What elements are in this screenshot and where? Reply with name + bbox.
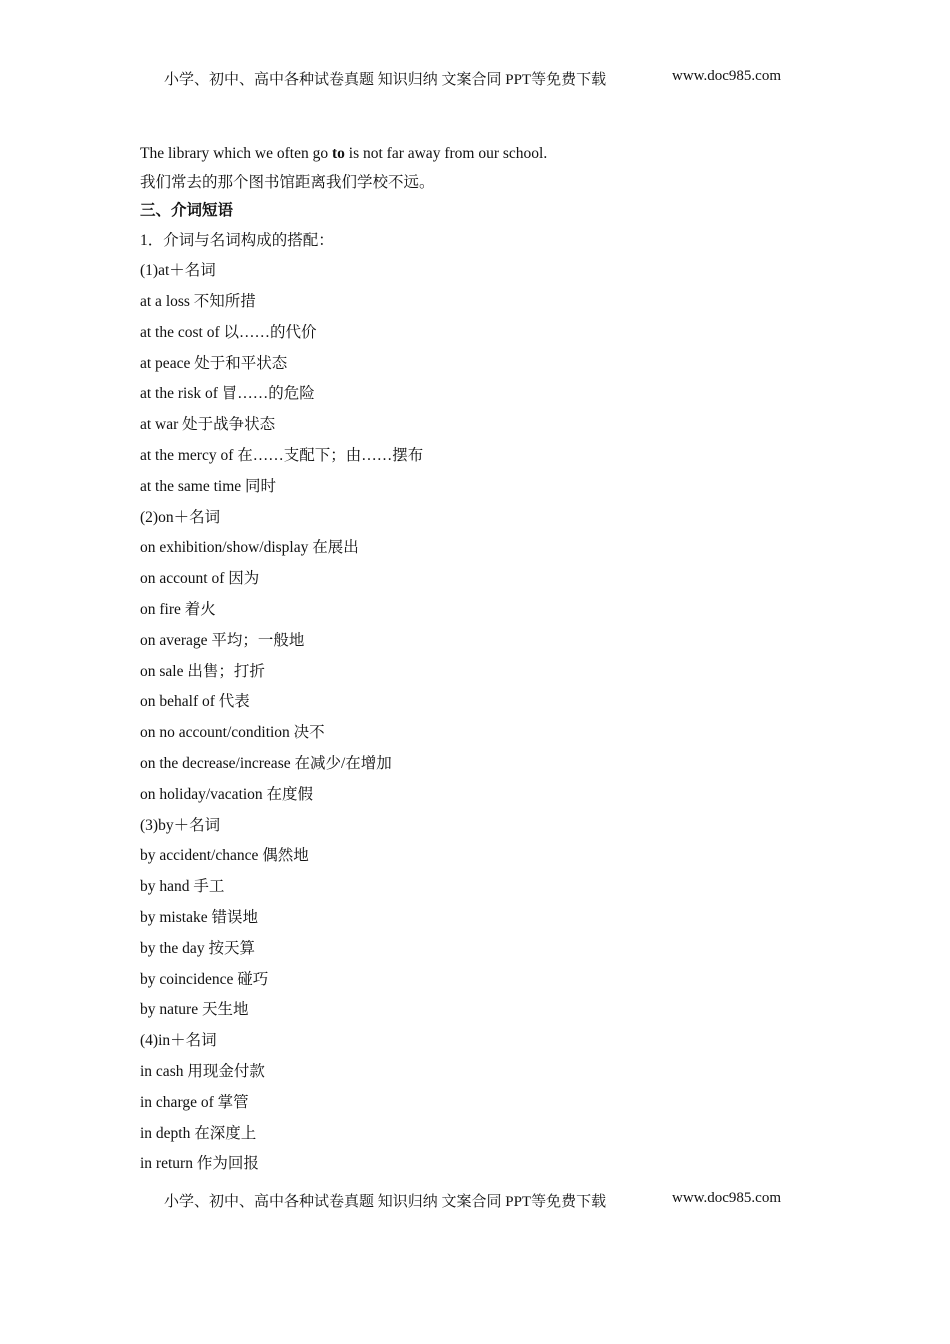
list-item: on account of 因为 [140,570,260,588]
list-item: by hand 手工 [140,878,225,896]
list-item: by coincidence 碰巧 [140,970,269,988]
list-item: at the cost of 以……的代价 [140,323,317,341]
list-item: by the day 按天算 [140,939,255,957]
list-item: at the risk of 冒……的危险 [140,385,315,403]
example-en-part1: The library which we often go [140,145,332,162]
list-item: at the mercy of 在……支配下；由……摆布 [140,447,424,465]
list-item: on the decrease/increase 在减少/在增加 [140,755,392,773]
list-item: on no account/condition 决不 [140,724,325,742]
list-item: at the same time 同时 [140,477,277,495]
list-item: at peace 处于和平状态 [140,354,288,372]
group-title-in: (4)in＋名词 [140,1032,217,1050]
header-text: 小学、初中、高中各种试卷真题 知识归纳 文案合同 PPT等免费下载 [164,72,607,88]
list-item: on holiday/vacation 在度假 [140,785,314,803]
list-item: on behalf of 代表 [140,693,250,711]
footer-url[interactable]: www.doc985.com [672,1190,782,1206]
list-item: by mistake 错误地 [140,909,258,927]
list-item: by nature 天生地 [140,1001,249,1019]
list-item: in charge of 掌管 [140,1093,249,1111]
header-url[interactable]: www.doc985.com [672,68,782,84]
group-title-at: (1)at＋名词 [140,262,216,280]
footer-text: 小学、初中、高中各种试卷真题 知识归纳 文案合同 PPT等免费下载 [164,1194,607,1210]
list-item: by accident/chance 偶然地 [140,847,309,865]
page-footer [164,1190,804,1211]
section-title: 三、介词短语 [140,202,234,219]
group-title-by: (3)by＋名词 [140,816,221,834]
list-item: on sale 出售；打折 [140,662,265,680]
list-item: on fire 着火 [140,601,216,619]
sub-title: 1．介词与名词构成的搭配： [140,231,334,249]
list-item: in cash 用现金付款 [140,1063,265,1081]
list-item: on exhibition/show/display 在展出 [140,539,359,557]
group-title-on: (2)on＋名词 [140,508,221,526]
example-en-bold: to [331,145,345,162]
list-item: in return 作为回报 [140,1155,259,1173]
list-item: in depth 在深度上 [140,1124,257,1142]
example-en-part2: is not far away from our school. [344,145,548,162]
list-item: at a loss 不知所措 [140,293,256,311]
example-sentence-zh: 我们常去的那个图书馆距离我们学校不远。 [140,173,435,191]
document-body [140,140,820,1180]
page-header [164,68,804,89]
list-item: at war 处于战争状态 [140,416,276,434]
example-sentence-en [140,140,820,169]
list-item: on average 平均；一般地 [140,631,305,649]
